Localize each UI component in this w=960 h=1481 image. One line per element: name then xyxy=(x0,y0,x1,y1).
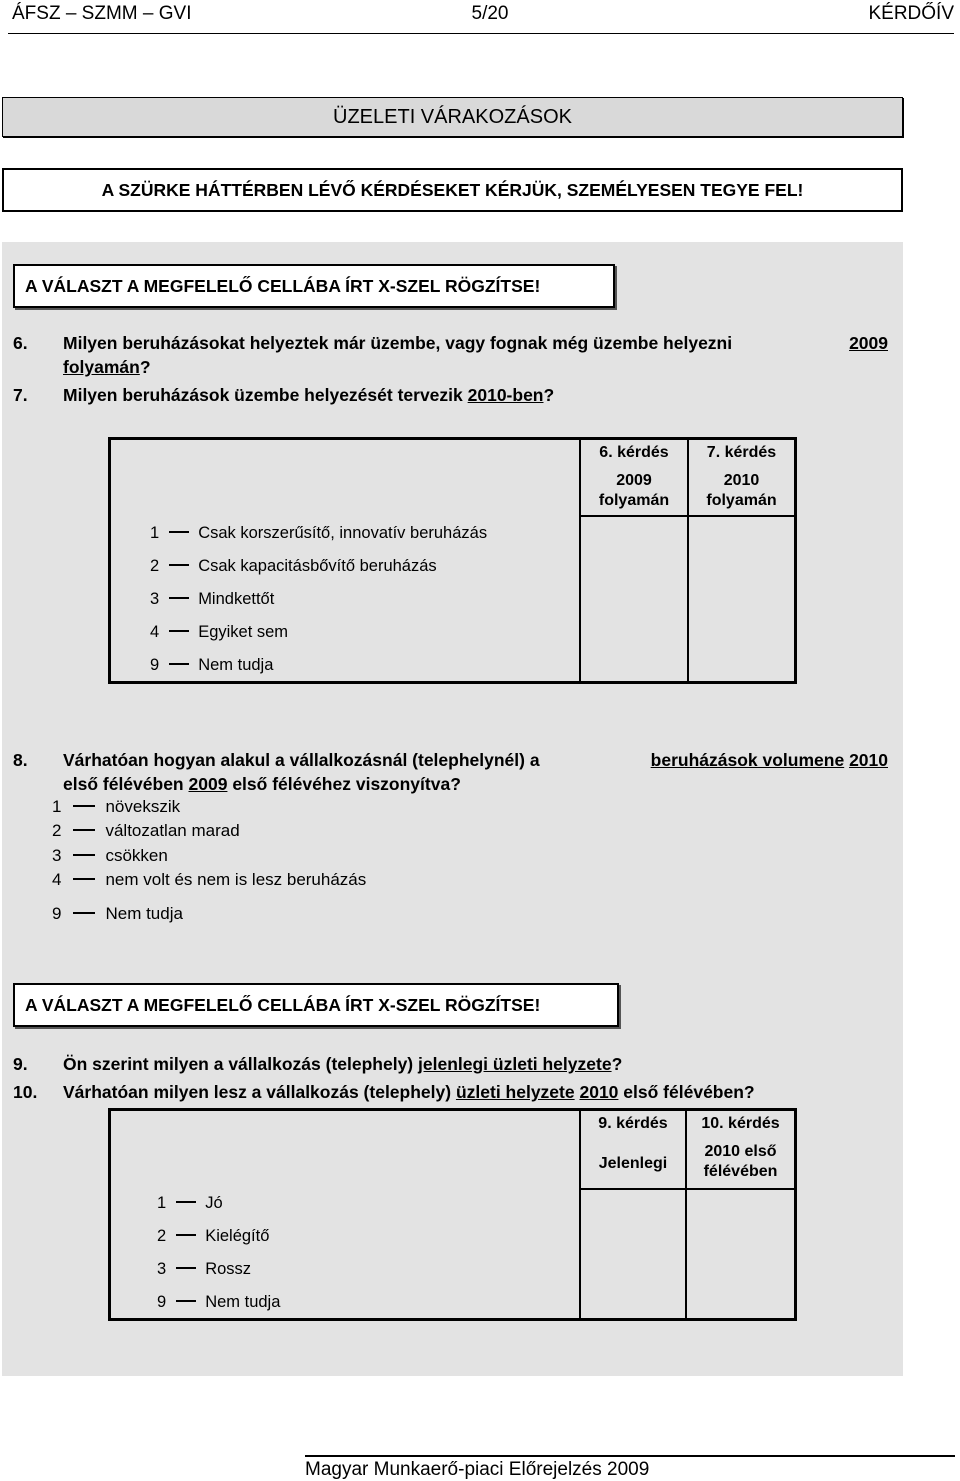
question-7-year: 2010-ben xyxy=(467,385,544,405)
option-label: Nem tudja xyxy=(205,1293,281,1311)
option-code: 9 xyxy=(52,904,62,923)
q8-option xyxy=(52,821,240,841)
question-10-subject: üzleti helyzete xyxy=(455,1082,575,1102)
question-8-subject: beruházások volumene xyxy=(650,750,845,770)
footer-rule xyxy=(305,1455,955,1457)
question-8-year-2: 2009 xyxy=(188,774,228,794)
table-1-option xyxy=(150,524,487,543)
option-label: Egyiket sem xyxy=(198,623,289,641)
question-7-text: Milyen beruházások üzembe helyezését tervezik xyxy=(63,385,463,405)
q8-option xyxy=(52,846,168,866)
question-8-text-2: első félévében xyxy=(63,774,184,794)
table-1-col-6-header xyxy=(581,443,687,511)
table-1-col-6-title: 6. kérdés xyxy=(599,444,669,461)
question-8-text-1: Várhatóan hogyan alakul a vállalkozásnál (telephelynél) a xyxy=(63,750,540,770)
table-1-header-rule xyxy=(581,515,794,517)
option-label: Nem tudja xyxy=(198,656,274,674)
question-6-mark: ? xyxy=(139,357,151,377)
table-2-col-9-period: Jelenlegi xyxy=(598,1155,668,1172)
option-code: 9 xyxy=(157,1293,167,1311)
question-6-number: 6. xyxy=(13,333,28,353)
question-10-year: 2010 xyxy=(579,1082,619,1102)
instruction-box-1: A VÁLASZT A MEGFELELŐ CELLÁBA ÍRT X-SZEL RÖGZÍTSE! xyxy=(13,264,615,308)
question-8 xyxy=(13,748,888,796)
question-8-year-1: 2010 xyxy=(849,750,888,770)
table-2-col-10-header xyxy=(687,1114,794,1182)
option-label: Kielégítő xyxy=(205,1227,270,1245)
option-label: változatlan marad xyxy=(105,821,240,840)
question-8-text-3: első félévéhez viszonyítva? xyxy=(232,774,461,794)
question-6-year: 2009 xyxy=(849,333,888,353)
option-label: Nem tudja xyxy=(105,904,183,923)
footer-text: Magyar Munkaerő-piaci Előrejelzés 2009 xyxy=(305,1459,650,1480)
header-left: ÁFSZ – SZMM – GVI xyxy=(12,3,192,24)
option-code: 2 xyxy=(157,1227,167,1245)
q8-option xyxy=(52,797,180,817)
option-label: Jó xyxy=(205,1194,223,1212)
option-code: 4 xyxy=(150,623,160,641)
q8-option xyxy=(52,870,366,890)
option-code: 1 xyxy=(157,1194,167,1212)
question-10 xyxy=(13,1080,888,1104)
question-6-period: folyamán xyxy=(63,357,140,377)
table-2-col-9-title: 9. kérdés xyxy=(598,1115,668,1132)
header-page-number: 5/20 xyxy=(471,3,509,24)
option-code: 4 xyxy=(52,870,62,889)
table-1-col-6-period: folyamán xyxy=(598,492,670,509)
question-8-number: 8. xyxy=(13,750,28,770)
question-7-number: 7. xyxy=(13,385,28,405)
question-7-mark: ? xyxy=(543,385,555,405)
option-code: 2 xyxy=(150,557,160,575)
table-1-col-7-header xyxy=(689,443,794,511)
question-9-number: 9. xyxy=(13,1054,28,1074)
option-label: Mindkettőt xyxy=(198,590,275,608)
header-rule xyxy=(8,33,954,34)
option-code: 2 xyxy=(52,821,62,840)
option-code: 3 xyxy=(157,1260,167,1278)
table-2-option xyxy=(157,1293,280,1312)
option-label: Rossz xyxy=(205,1260,252,1278)
option-label: növekszik xyxy=(105,797,181,816)
section-title: ÜZELETI VÁRAKOZÁSOK xyxy=(2,97,903,137)
question-7 xyxy=(13,383,888,407)
table-1-col-6-year: 2009 xyxy=(616,472,652,489)
table-2-col-10-title: 10. kérdés xyxy=(701,1115,780,1132)
question-10-number: 10. xyxy=(13,1082,38,1102)
option-label: nem volt és nem is lesz beruházás xyxy=(105,870,367,889)
question-6 xyxy=(13,331,888,379)
question-10-period: első félévében? xyxy=(623,1082,755,1102)
option-code: 3 xyxy=(52,846,62,865)
option-label: csökken xyxy=(105,846,168,865)
question-6-text: Milyen beruházásokat helyeztek már üzembe, vagy fognak még üzembe helyezni xyxy=(63,333,733,353)
table-2-option xyxy=(157,1194,223,1213)
option-code: 1 xyxy=(150,524,160,542)
question-9 xyxy=(13,1052,888,1076)
table-2-col-9-header xyxy=(581,1114,685,1174)
table-1-option xyxy=(150,557,437,576)
table-1-option xyxy=(150,623,288,642)
table-1-option xyxy=(150,656,273,675)
question-9-mark: ? xyxy=(611,1054,623,1074)
option-label: Csak korszerűsítő, innovatív beruházás xyxy=(198,524,488,542)
table-2-option xyxy=(157,1260,251,1279)
table-1-col-7-title: 7. kérdés xyxy=(706,444,777,461)
question-9-text: Ön szerint milyen a vállalkozás (telephely) xyxy=(63,1054,414,1074)
option-code: 9 xyxy=(150,656,160,674)
question-10-text: Várhatóan milyen lesz a vállalkozás (telephely) xyxy=(63,1082,452,1102)
table-1-col-7-period: folyamán xyxy=(706,492,777,509)
question-9-subject: jelenlegi üzleti helyzete xyxy=(418,1054,612,1074)
option-code: 1 xyxy=(52,797,62,816)
table-2-header-rule xyxy=(581,1188,794,1190)
table-2-col-10-year: 2010 első xyxy=(704,1143,777,1160)
instruction-box-2: A VÁLASZT A MEGFELELŐ CELLÁBA ÍRT X-SZEL RÖGZÍTSE! xyxy=(13,983,619,1027)
option-label: Csak kapacitásbővítő beruházás xyxy=(198,557,437,575)
table-1-col-7-year: 2010 xyxy=(723,472,760,489)
option-code: 3 xyxy=(150,590,160,608)
table-1-option xyxy=(150,590,274,609)
table-2-option xyxy=(157,1227,269,1246)
header-right: KÉRDŐÍV xyxy=(868,3,954,24)
table-2-col-10-period: félévében xyxy=(703,1163,778,1180)
grey-background-note: A SZÜRKE HÁTTÉRBEN LÉVŐ KÉRDÉSEKET KÉRJÜK, SZEMÉLYESEN TEGYE FEL! xyxy=(2,168,903,212)
q8-option xyxy=(52,904,183,924)
